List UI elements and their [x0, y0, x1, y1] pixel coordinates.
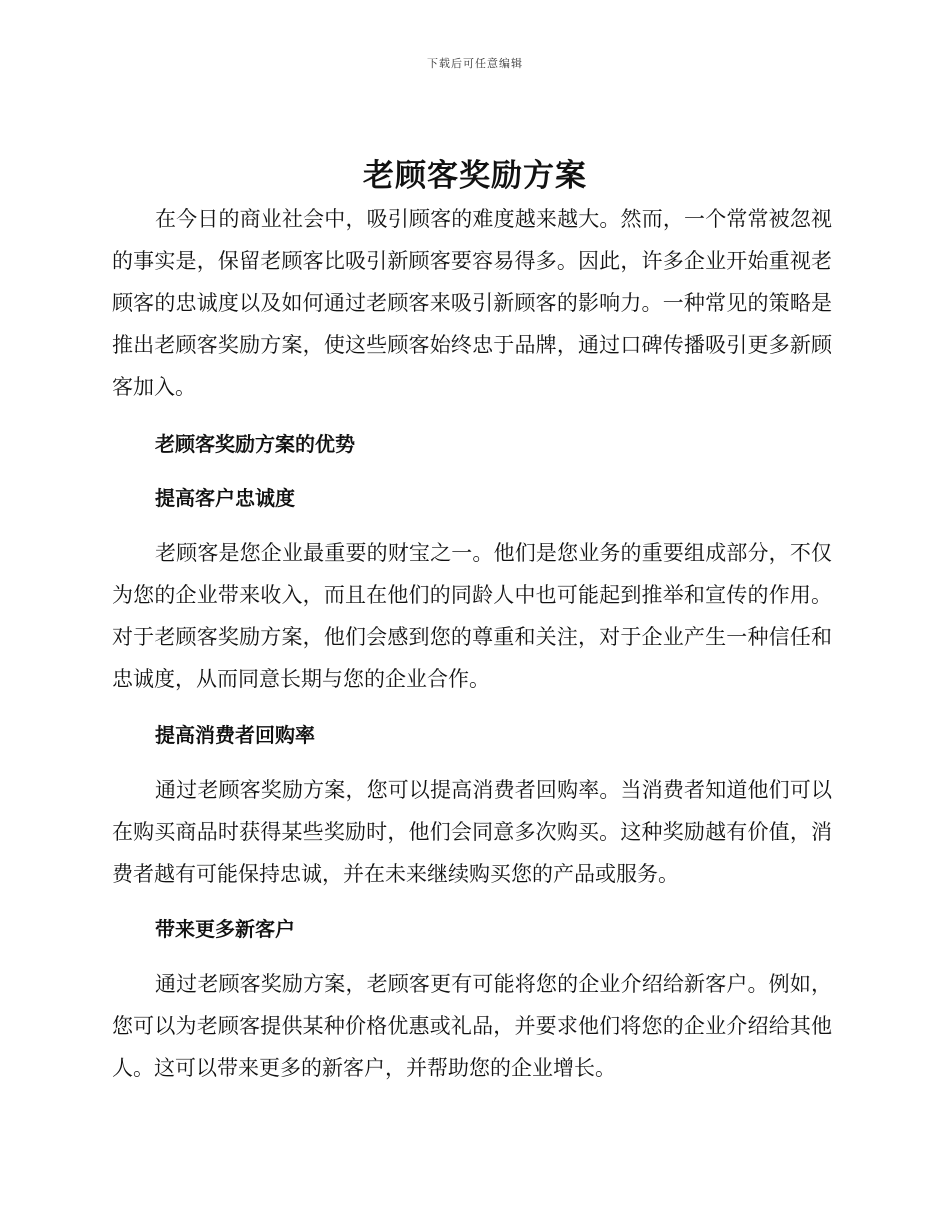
section-heading-repurchase: 提高消费者回购率: [155, 723, 315, 747]
section-body-repurchase: 通过老顾客奖励方案，您可以提高消费者回购率。当消费者知道他们可以在购买商品时获得某些奖励时，他们会同意多次购买。这种奖励越有价值，消费者越有可能保持忠诚，并在未来继续购买您的产品或服务。: [112, 778, 832, 886]
section-heading-new-customers: 带来更多新客户: [155, 917, 295, 941]
section-body-new-customers: 通过老顾客奖励方案，老顾客更有可能将您的企业介绍给新客户。例如，您可以为老顾客提供某种价格优惠或礼品，并要求他们将您的企业介绍给其他人。这可以带来更多的新客户，并帮助您的企业增长。: [112, 972, 832, 1080]
section-body-loyalty: 老顾客是您企业最重要的财宝之一。他们是您业务的重要组成部分，不仅为您的企业带来收入，而且在他们的同龄人中也可能起到推举和宣传的作用。对于老顾客奖励方案，他们会感到您的尊重和关注，对于企业产生一种信任和忠诚度，从而同意长期与您的企业合作。: [112, 541, 832, 691]
advantages-heading: 老顾客奖励方案的优势: [155, 432, 355, 456]
header-note: 下载后可任意编辑: [427, 57, 523, 70]
intro-paragraph: 在今日的商业社会中，吸引顾客的难度越来越大。然而，一个常常被忽视的事实是，保留老顾客比吸引新顾客要容易得多。因此，许多企业开始重视老顾客的忠诚度以及如何通过老顾客来吸引新顾客的影响力。一种常见的策略是推出老顾客奖励方案，使这些顾客始终忠于品牌，通过口碑传播吸引更多新顾客加入。: [112, 207, 832, 399]
document-title: 老顾客奖励方案: [363, 158, 587, 194]
section-heading-loyalty: 提高客户忠诚度: [155, 486, 295, 510]
